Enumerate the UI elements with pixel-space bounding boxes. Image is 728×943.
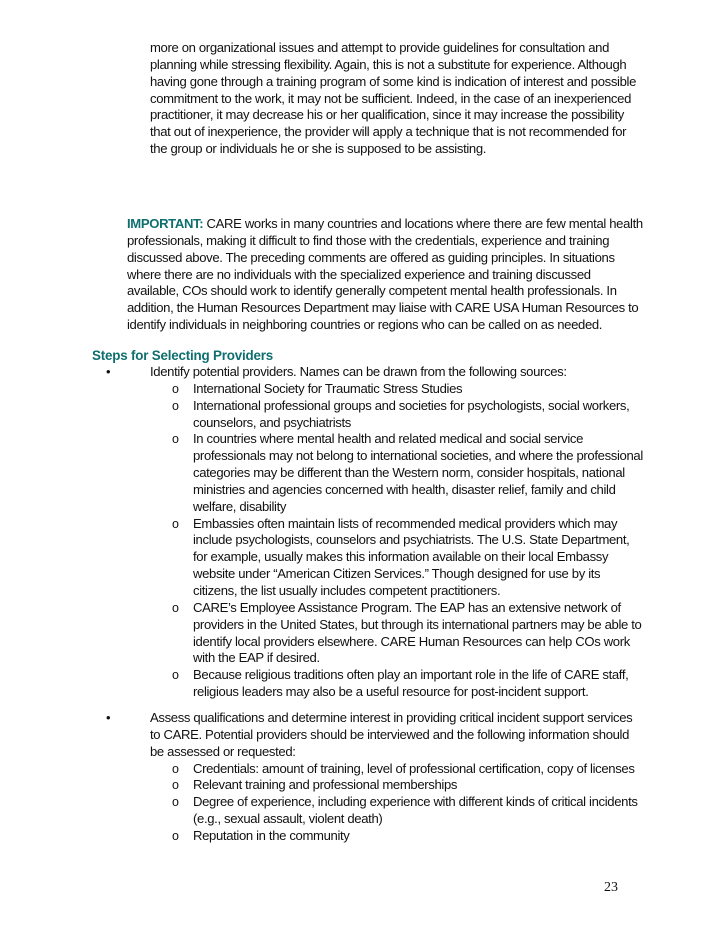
text-line: identify individuals in neighboring countries or regions who can be called on as needed. — [127, 317, 603, 333]
page-number: 23 — [604, 880, 618, 895]
continuation-paragraph — [150, 40, 650, 158]
text-line: having gone through a training program of some kind is indication of interest and possible — [150, 73, 637, 89]
sub-bullet-icon: o — [172, 516, 179, 531]
sub-item-text — [193, 761, 660, 778]
bullet-list — [100, 364, 660, 701]
text-line: where there are no individuals with the specialized experience and training discussed — [127, 266, 591, 282]
sub-item-text — [193, 431, 660, 515]
text-line: counselors, and psychiatrists — [193, 414, 351, 430]
text-line: CARE’s Employee Assistance Program. The EAP has an extensive network of — [193, 599, 621, 615]
sub-item — [150, 667, 660, 701]
text-line: Relevant training and professional memberships — [193, 777, 458, 793]
text-line: religious leaders may also be a useful resource for post-incident support. — [193, 684, 589, 700]
text-line: that out of inexperience, the provider will apply a technique that is not recommended for — [150, 124, 627, 140]
text-line: available, COs should work to identify generally competent mental health professionals. In — [127, 283, 617, 299]
sub-bullet-icon: o — [172, 778, 179, 793]
sub-bullet-icon: o — [172, 668, 179, 683]
text-line: ministries and agencies concerned with health, disaster relief, family and child — [193, 481, 616, 497]
bullet-text — [150, 364, 660, 381]
bullet-item — [100, 364, 660, 701]
sub-bullet-icon: o — [172, 600, 179, 615]
text-line: citizens, the list usually includes competent practitioners. — [193, 582, 501, 598]
text-line: planning while stressing flexibility. Again, this is not a substitute for experience. Although — [150, 56, 627, 72]
important-paragraph — [127, 216, 647, 334]
text-line: identify local providers elsewhere. CARE Human Resources can help COs work — [193, 633, 630, 649]
sub-item-text — [193, 777, 660, 794]
text-line: addition, the Human Resources Department may liaise with CARE USA Human Resources to — [127, 300, 639, 316]
sub-bullet-icon: o — [172, 761, 179, 776]
text-line: providers in the United States, but through its international partners may be able to — [193, 616, 642, 632]
text-line: International professional groups and societies for psychologists, social workers, — [193, 397, 630, 413]
text-line: more on organizational issues and attempt to provide guidelines for consultation and — [150, 40, 610, 55]
bullet-icon: • — [106, 364, 111, 379]
sub-item — [150, 794, 660, 828]
text-line: discussed above. The preceding comments are offered as guiding principles. In situations — [127, 249, 615, 265]
text-line: for example, usually makes this information available on their local Embassy — [193, 549, 609, 565]
sub-bullet-icon: o — [172, 398, 179, 413]
text-line: International Society for Traumatic Stress Studies — [193, 380, 463, 396]
text-line: Identify potential providers. Names can be drawn from the following sources: — [150, 364, 567, 379]
sub-item — [150, 398, 660, 432]
sub-item — [150, 600, 660, 667]
text-line: professionals may not belong to international societies, and where the professional — [193, 448, 643, 464]
text-line: Embassies often maintain lists of recommended medical providers which may — [193, 515, 618, 531]
sub-item-text — [193, 516, 660, 600]
sub-item-text — [193, 381, 660, 398]
sub-item-text — [193, 398, 660, 432]
text-line: Assess qualifications and determine interest in providing critical incident support services — [150, 710, 633, 725]
bullet-icon: • — [106, 710, 111, 725]
text-line: include psychologists, counselors and psychiatrists. The U.S. State Department, — [193, 532, 630, 548]
sub-bullet-icon: o — [172, 432, 179, 447]
sub-item — [150, 777, 660, 794]
text-line: practitioner, it may decrease his or her qualification, since it may increase the possibility — [150, 107, 624, 123]
text-line: Degree of experience, including experience with different kinds of critical incidents — [193, 794, 638, 810]
sub-item — [150, 761, 660, 778]
section-heading: Steps for Selecting Providers — [92, 348, 273, 363]
bullet-item — [100, 710, 660, 845]
text-line — [127, 216, 647, 233]
text-line: to CARE. Potential providers should be interviewed and the following information should — [150, 726, 630, 742]
sub-item — [150, 431, 660, 515]
bullet-list — [100, 710, 660, 845]
text-line: welfare, disability — [193, 498, 287, 514]
sub-item-text — [193, 667, 660, 701]
text-line: website under “American Citizen Services.” Though designed for use by its — [193, 566, 601, 582]
text-line: professionals, making it difficult to find those with the credentials, experience and training — [127, 232, 610, 248]
text-line: commitment to the work, it may not be sufficient. Indeed, in the case of an inexperienced — [150, 90, 631, 106]
text-line: categories may be different than the Western norm, consider hospitals, national — [193, 465, 625, 481]
text-line: In countries where mental health and related medical and social service — [193, 431, 584, 447]
text-line: with the EAP if desired. — [193, 650, 320, 666]
text-line: Because religious traditions often play an important role in the life of CARE staff, — [193, 667, 629, 683]
important-first-line: CARE works in many countries and locations where there are few mental health — [203, 216, 643, 231]
sub-list — [150, 761, 660, 845]
sub-bullet-icon: o — [172, 795, 179, 810]
sub-item-text — [193, 828, 660, 845]
text-line: be assessed or requested: — [150, 743, 296, 759]
sub-bullet-icon: o — [172, 381, 179, 396]
sub-item — [150, 381, 660, 398]
text-line: the group or individuals he or she is supposed to be assisting. — [150, 141, 487, 157]
sub-bullet-icon: o — [172, 828, 179, 843]
sub-list — [150, 381, 660, 701]
sub-item — [150, 516, 660, 600]
important-label: IMPORTANT: — [127, 216, 204, 231]
sub-item-text — [193, 600, 660, 667]
text-line: Credentials: amount of training, level of professional certification, copy of licenses — [193, 760, 635, 776]
text-line: (e.g., sexual assault, violent death) — [193, 811, 383, 827]
sub-item — [150, 828, 660, 845]
text-line: Reputation in the community — [193, 827, 350, 843]
sub-item-text — [193, 794, 660, 828]
bullet-text — [150, 710, 660, 761]
